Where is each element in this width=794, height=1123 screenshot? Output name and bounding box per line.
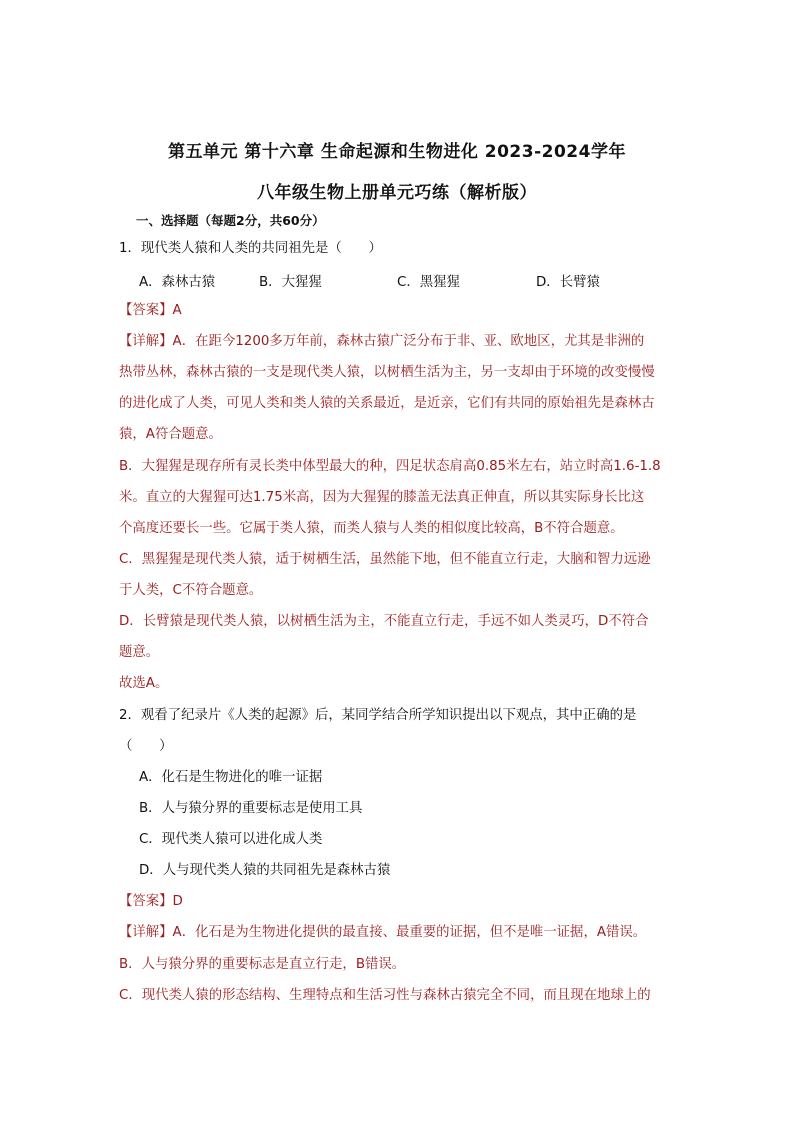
section-heading: 一、选择题（每题2分，共60分） xyxy=(136,213,325,228)
question-1-explain-line: 的进化成了人类，可见人类和类人猿的关系最近，是近亲，它们有共同的原始祖先是森林古 xyxy=(119,396,655,411)
question-1-option-b: B．大猩猩 xyxy=(259,275,322,290)
question-1-answer: 【答案】A xyxy=(119,303,182,318)
question-1-explain-line: 猿，A符合题意。 xyxy=(119,427,222,442)
question-2-stem: 2．观看了纪录片《人类的起源》后，某同学结合所学知识提出以下观点，其中正确的是 xyxy=(119,708,637,723)
question-2-explain-line: C．现代类人猿的形态结构、生理特点和生活习性与森林古猿完全不同，而且现在地球上的 xyxy=(119,988,651,1003)
question-2-answer: 【答案】D xyxy=(119,894,183,909)
question-1-explain-line: 于人类，C不符合题意。 xyxy=(119,583,263,598)
question-1-explain-line: 题意。 xyxy=(119,645,160,660)
question-2-option-c: C．现代类人猿可以进化成人类 xyxy=(139,832,323,847)
question-1-explain-line: C．黑猩猩是现代类人猿，适于树栖生活，虽然能下地，但不能直立行走，大脑和智力远逊 xyxy=(119,552,651,567)
question-1-explain-line: B．大猩猩是现存所有灵长类中体型最大的种，四足状态肩高0.85米左右，站立时高1.6-1.8 xyxy=(119,459,661,474)
question-1-stem: 1．现代类人猿和人类的共同祖先是（ ） xyxy=(119,241,382,256)
question-2-explain-line: B．人与猿分界的重要标志是直立行走，B错误。 xyxy=(119,957,406,972)
question-1-option-c: C．黑猩猩 xyxy=(397,275,460,290)
question-1-explain-line: D．长臂猿是现代类人猿，以树栖生活为主，不能直立行走，手远不如人类灵巧，D不符合 xyxy=(119,614,649,629)
question-1-explain-line: 【详解】A．在距今1200多万年前，森林古猿广泛分布于非、亚、欧地区，尤其是非洲的 xyxy=(119,334,645,349)
question-2-stem-bracket: （ ） xyxy=(119,739,173,754)
question-1-conclusion: 故选A。 xyxy=(119,676,169,691)
question-1-explain-line: 米。直立的大猩猩可达1.75米高，因为大猩猩的膝盖无法真正伸直，所以其实际身长比这 xyxy=(119,490,645,505)
question-2-explain-line: 【详解】A．化石是为生物进化提供的最直接、最重要的证据，但不是唯一证据，A错误。 xyxy=(119,925,647,940)
question-2-option-d: D．人与现代类人猿的共同祖先是森林古猿 xyxy=(139,863,391,878)
document-title-line-2: 八年级生物上册单元巧练（解析版） xyxy=(257,183,537,203)
question-1-explain-line: 个高度还要长一些。它属于类人猿，而类人猿与人类的相似度比较高，B不符合题意。 xyxy=(119,521,624,536)
question-1-option-d: D．长臂猿 xyxy=(536,275,600,290)
document-title-line-1: 第五单元 第十六章 生命起源和生物进化 2023-2024学年 xyxy=(168,142,626,162)
question-2-option-a: A．化石是生物进化的唯一证据 xyxy=(139,770,323,785)
question-1-option-a: A．森林古猿 xyxy=(139,275,216,290)
question-2-option-b: B．人与猿分界的重要标志是使用工具 xyxy=(139,801,363,816)
question-1-explain-line: 热带丛林，森林古猿的一支是现代类人猿，以树栖生活为主，另一支却由于环境的改变慢慢 xyxy=(119,365,655,380)
